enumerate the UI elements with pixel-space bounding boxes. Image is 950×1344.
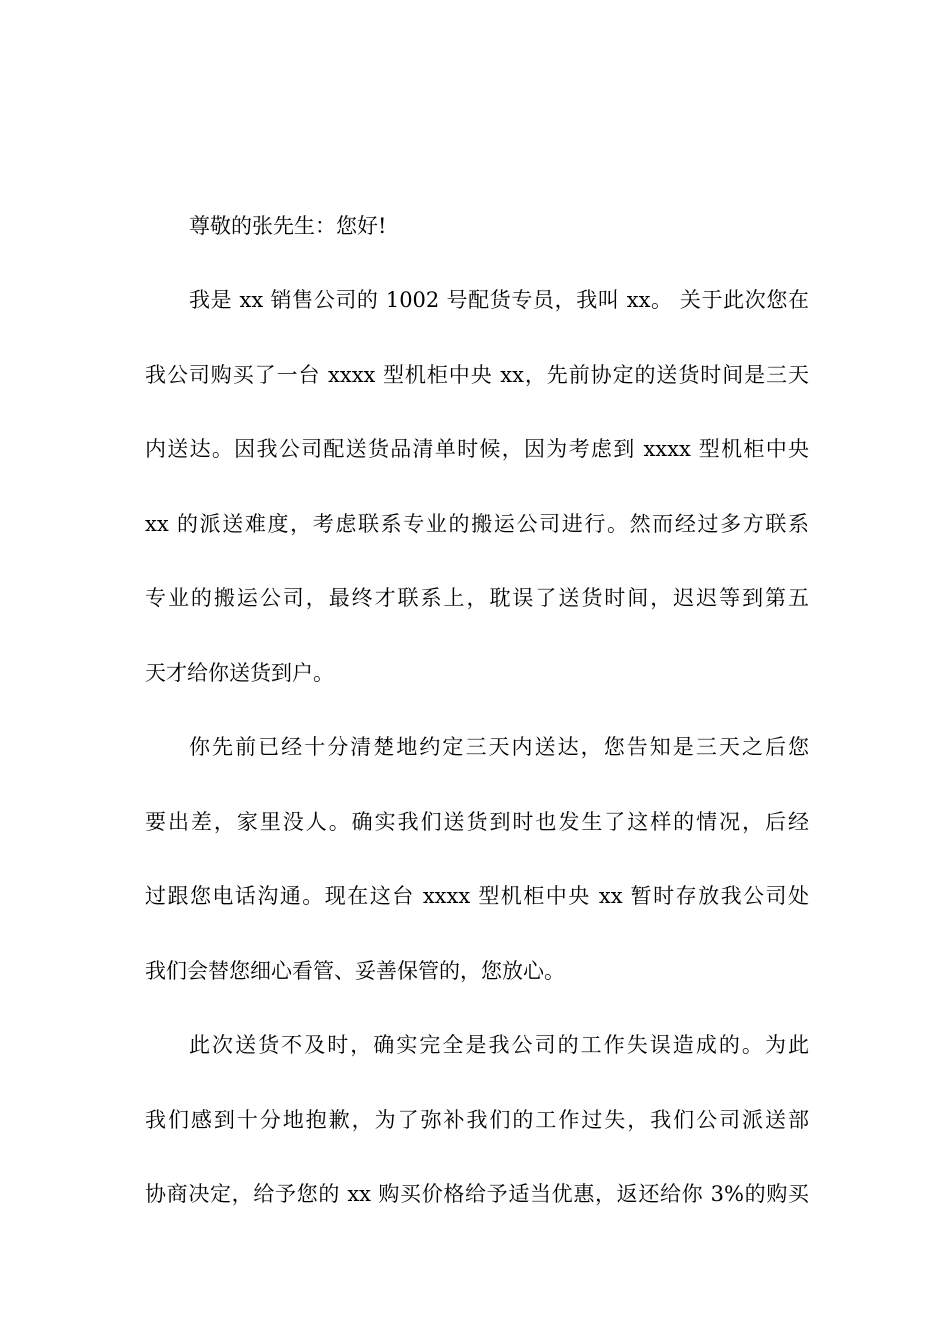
paragraph-1-line-1: 我是 xx 销售公司的 1002 号配货专员，我叫 xx。 关于此次您在: [189, 288, 809, 312]
paragraph-2-line-1: 你先前已经十分清楚地约定三天内送达，您告知是三天之后您: [189, 735, 809, 759]
paragraph-1-line-3: 内送达。因我公司配送货品清单时候，因为考虑到 xxxx 型机柜中央: [145, 437, 809, 461]
paragraph-1-line-6: 天才给你送货到户。: [145, 661, 334, 685]
paragraph-3-line-2: 我们感到十分地抱歉，为了弥补我们的工作过失，我们公司派送部: [145, 1108, 809, 1132]
greeting-line: 尊敬的张先生：您好!: [189, 214, 387, 238]
paragraph-1-line-2: 我公司购买了一台 xxxx 型机柜中央 xx，先前协定的送货时间是三天: [145, 363, 809, 387]
paragraph-2-line-2: 要出差，家里没人。确实我们送货到时也发生了这样的情况，后经: [145, 810, 809, 834]
paragraph-1-line-5: 专业的搬运公司，最终才联系上，耽误了送货时间，迟迟等到第五: [145, 586, 809, 610]
paragraph-3-line-1: 此次送货不及时，确实完全是我公司的工作失误造成的。为此: [189, 1033, 809, 1057]
paragraph-2-line-3: 过跟您电话沟通。现在这台 xxxx 型机柜中央 xx 暂时存放我公司处: [145, 884, 809, 908]
paragraph-2-line-4: 我们会替您细心看管、妥善保管的，您放心。: [145, 959, 565, 983]
paragraph-1-line-4: xx 的派送难度，考虑联系专业的搬运公司进行。然而经过多方联系: [145, 512, 809, 536]
paragraph-3-line-3: 协商决定，给予您的 xx 购买价格给予适当优惠，返还给你 3%的购买: [145, 1182, 809, 1206]
